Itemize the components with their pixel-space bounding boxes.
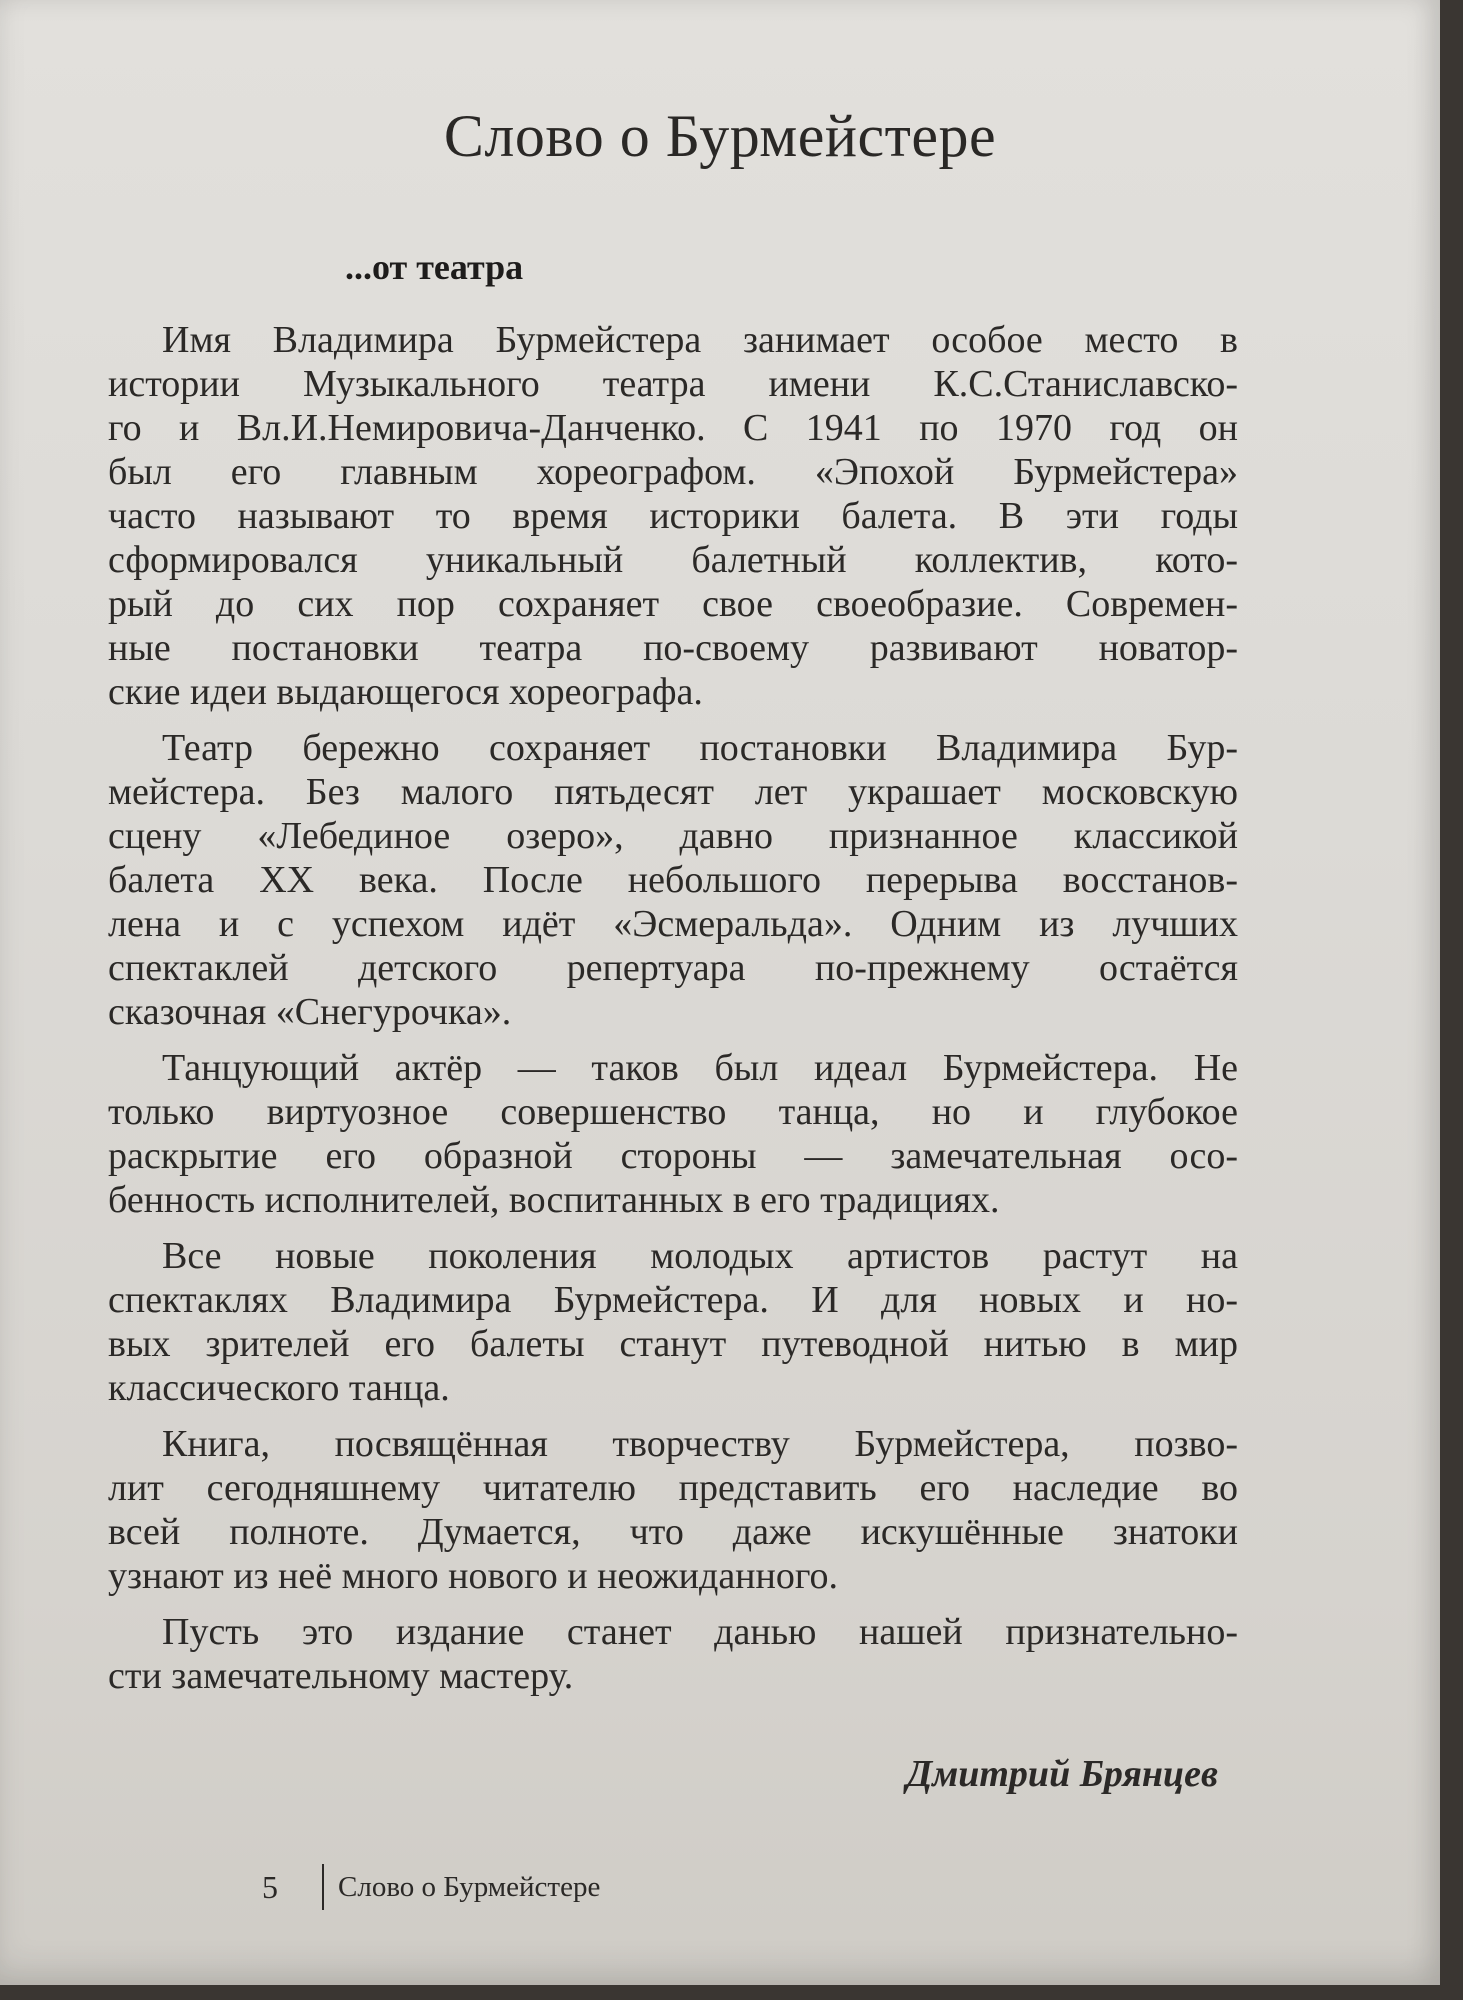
page-footer (262, 1865, 600, 1909)
text-line: Имя Владимира Бурмейстера занимает особое место в (162, 319, 1238, 361)
running-title: Слово о Бурмейстере (338, 1870, 601, 1903)
text-line: го и Вл.И.Немировича-Данченко. С 1941 по 1970 год он (108, 407, 1238, 449)
text-line: узнают из неё много нового и неожиданного. (108, 1555, 838, 1597)
text-line: сказочная «Снегурочка». (108, 991, 512, 1033)
text-line: бенность исполнителей, воспитанных в его традициях. (108, 1179, 1000, 1221)
text-line: балета XX века. После небольшого перерыва восстанов- (108, 859, 1238, 901)
text-line: всей полноте. Думается, что даже искушённые знатоки (108, 1511, 1238, 1553)
text-line: спектаклях Владимира Бурмейстера. И для новых и но- (108, 1279, 1238, 1321)
text-line: истории Музыкального театра имени К.С.Станиславско- (108, 363, 1238, 405)
paragraph (108, 1046, 1238, 1222)
text-line: классического танца. (108, 1367, 450, 1409)
text-line: сформировался уникальный балетный коллектив, кото- (108, 539, 1238, 581)
paragraph (108, 318, 1238, 714)
text-line: спектаклей детского репертуара по-прежнему остаётся (108, 947, 1238, 989)
text-line: вых зрителей его балеты станут путеводной нитью в мир (108, 1323, 1238, 1365)
paragraph (108, 726, 1238, 1034)
footer-divider (322, 1864, 324, 1910)
paragraph-gap (108, 1410, 1238, 1422)
text-line: Танцующий актёр — таков был идеал Бурмейстера. Не (162, 1047, 1238, 1089)
text-line: лена и с успехом идёт «Эсмеральда». Одним из лучших (108, 903, 1238, 945)
section-subtitle: ...от театра (345, 247, 524, 287)
text-line: только виртуозное совершенство танца, но и глубокое (108, 1091, 1238, 1133)
paragraph (108, 1610, 1238, 1698)
text-line: сцену «Лебединое озеро», давно признанное классикой (108, 815, 1238, 857)
page-number: 5 (262, 1868, 278, 1905)
text-line: Пусть это издание станет данью нашей признательно- (162, 1611, 1238, 1653)
text-line: Книга, посвящённая творчеству Бурмейстера, позво- (162, 1423, 1238, 1465)
text-line: ские идеи выдающегося хореографа. (108, 671, 703, 713)
text-line: был его главным хореографом. «Эпохой Бурмейстера» (108, 451, 1238, 493)
text-line: ные постановки театра по-своему развивают новатор- (108, 627, 1238, 669)
author-signature: Дмитрий Брянцев (906, 1753, 1218, 1795)
paragraph-gap (108, 714, 1238, 726)
text-line: Все новые поколения молодых артистов растут на (162, 1235, 1238, 1277)
paragraph-gap (108, 1598, 1238, 1610)
text-line: раскрытие его образной стороны — замечательная осо- (108, 1135, 1238, 1177)
text-line: мейстера. Без малого пятьдесят лет украшает московскую (108, 771, 1238, 813)
text-line: рый до сих пор сохраняет свое своеобразие. Современ- (108, 583, 1238, 625)
text-line: сти замечательному мастеру. (108, 1655, 574, 1697)
text-line: лит сегодняшнему читателю представить его наследие во (108, 1467, 1238, 1509)
text-line: часто называют то время историки балета. В эти годы (108, 495, 1238, 537)
text-line: Театр бережно сохраняет постановки Владимира Бур- (162, 727, 1238, 769)
paragraph-gap (108, 1222, 1238, 1234)
body-text (108, 318, 1238, 1698)
paragraph-gap (108, 1034, 1238, 1046)
page-title: Слово о Бурмейстере (443, 103, 997, 169)
paragraph (108, 1422, 1238, 1598)
paragraph (108, 1234, 1238, 1410)
